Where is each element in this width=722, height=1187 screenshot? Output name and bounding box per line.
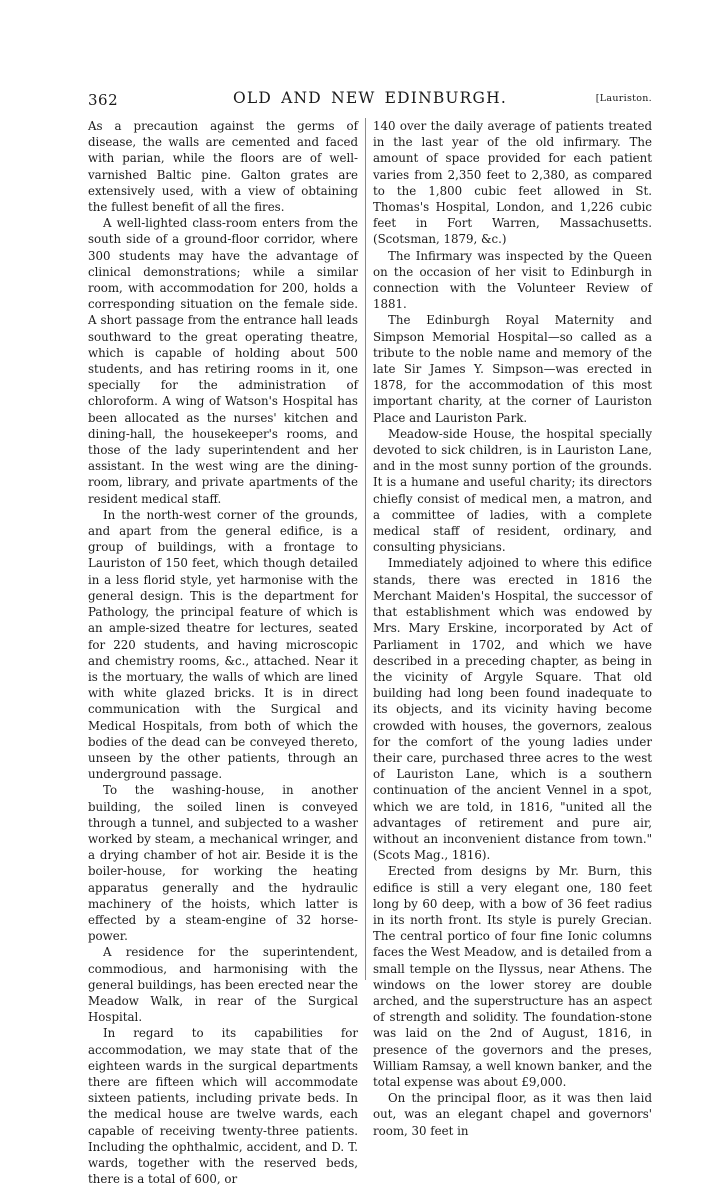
- paragraph: 140 over the daily average of patients treated in the last year of the old infirmary. The amount of space provided for each patient varies from 2,350 feet to 2,380, as compared to the 1,800 cubic feet allowed in St. Thomas's Hospital, London, and 1,226 cubic feet in Fort Warren, Massachusetts. (Scotsman, 1879, &c.): [373, 119, 652, 247]
- paragraph: In regard to its capabilities for accommodation, we may state that of the eighteen wards in the surgical departments there are fifteen which will accommodate sixteen patients, including private beds. In the medical house are twelve wards, each capable of receiving twenty-three patients. Including the ophthalmic, accident, and D. T. wards, together with the reserved beds, there is a total of 600, or: [88, 1026, 358, 1187]
- paragraph: As a precaution against the germs of disease, the walls are cemented and faced with parian, while the floors are of well-varnished Baltic pine. Galton grates are extensively used, with a view of obtaining the fullest benefit of all the fires.: [88, 119, 358, 215]
- paragraph: A residence for the superintendent, commodious, and harmonising with the general buildings, has been erected near the Meadow Walk, in rear of the Surgical Hospital.: [88, 945, 358, 1025]
- column-divider: [365, 118, 366, 980]
- right-column: [373, 118, 652, 1139]
- running-title: OLD AND NEW EDINBURGH.: [233, 89, 507, 107]
- paragraph: In the north-west corner of the grounds, and apart from the general edifice, is a group of buildings, with a frontage to Lauriston of 150 feet, which though detailed in a less florid style, yet harmonise with the general design. This is the department for Pathology, the principal feature of which is an ample-sized theatre for lectures, seated for 220 students, and having microscopic and chemistry rooms, &c., attached. Near it is the mortuary, the walls of which are lined with white glazed bricks. It is in direct communication with the Surgical and Medical Hospitals, from both of which the bodies of the dead can be conveyed thereto, unseen by the other patients, through an underground passage.: [88, 507, 358, 782]
- paragraph: The Infirmary was inspected by the Queen on the occasion of her visit to Edinburgh in connection with the Volunteer Review of 1881.: [373, 248, 652, 312]
- paragraph: Immediately adjoined to where this edifice stands, there was erected in 1816 the Merchant Maiden's Hospital, the successor of that establishment which was endowed by Mrs. Mary Erskine, incorporated by Act of Parliament in 1702, and which we have described in a preceding chapter, as being in the vicinity of Argyle Square. That old building had long been found inadequate to its objects, and its vicinity having become crowded with houses, the governors, zealous for the comfort of the young ladies under their care, purchased three acres to the west of Lauriston Lane, which is a southern continuation of the ancient Vennel in a spot, which we are told, in 1816, "united all the advantages of retirement and pure air, without an inconvenient distance from town." (Scots Mag., 1816).: [373, 556, 652, 863]
- paragraph: A well-lighted class-room enters from the south side of a ground-floor corridor, where 300 students may have the advantage of clinical demonstrations; while a similar room, with accommodation for 200, holds a corresponding situation on the female side. A short passage from the entrance hall leads southward to the great operating theatre, which is capable of holding about 500 students, and has retiring rooms in it, one specially for the administration of chloroform. A wing of Watson's Hospital has been allocated as the nurses' kitchen and dining-hall, the housekeeper's rooms, and those of the lady superintendent and her assistant. In the west wing are the dining-room, library, and private apartments of the resident medical staff.: [88, 216, 358, 506]
- page-header: [88, 89, 652, 111]
- paragraph: To the washing-house, in another building, the soiled linen is conveyed through a tunnel, and subjected to a washer worked by steam, a mechanical wringer, and a drying chamber of hot air. Beside it is the boiler-house, for working the heating apparatus generally and the hydraulic machinery of the hoists, which latter is effected by a steam-engine of 32 horse-power.: [88, 783, 358, 944]
- section-tag: [Lauriston.: [595, 93, 652, 104]
- paragraph: The Edinburgh Royal Maternity and Simpson Memorial Hospital—so called as a tribute to the noble name and memory of the late Sir James Y. Simpson—was erected in 1878, for the accommodation of this most important charity, at the corner of Lauriston Place and Lauriston Park.: [373, 313, 652, 425]
- page-number: 362: [88, 91, 119, 109]
- left-column: [88, 118, 358, 1187]
- paragraph: On the principal floor, as it was then laid out, was an elegant chapel and governors' room, 30 feet in: [373, 1091, 652, 1138]
- paragraph: Meadow-side House, the hospital specially devoted to sick children, is in Lauriston Lane, and in the most sunny portion of the grounds. It is a humane and useful charity; its directors chiefly consist of medical men, a matron, and a committee of ladies, with a complete medical staff of resident, ordinary, and consulting physicians.: [373, 426, 652, 555]
- paragraph: Erected from designs by Mr. Burn, this edifice is still a very elegant one, 180 feet long by 60 deep, with a bow of 36 feet radius in its north front. Its style is purely Grecian. The central portico of four fine Ionic columns faces the West Meadow, and is detailed from a small temple on the Ilyssus, near Athens. The windows on the lower storey are double arched, and the superstructure has an aspect of strength and solidity. The foundation-stone was laid on the 2nd of August, 1816, in presence of the governors and the preses, William Ramsay, a well known banker, and the total expense was about £9,000.: [373, 864, 652, 1089]
